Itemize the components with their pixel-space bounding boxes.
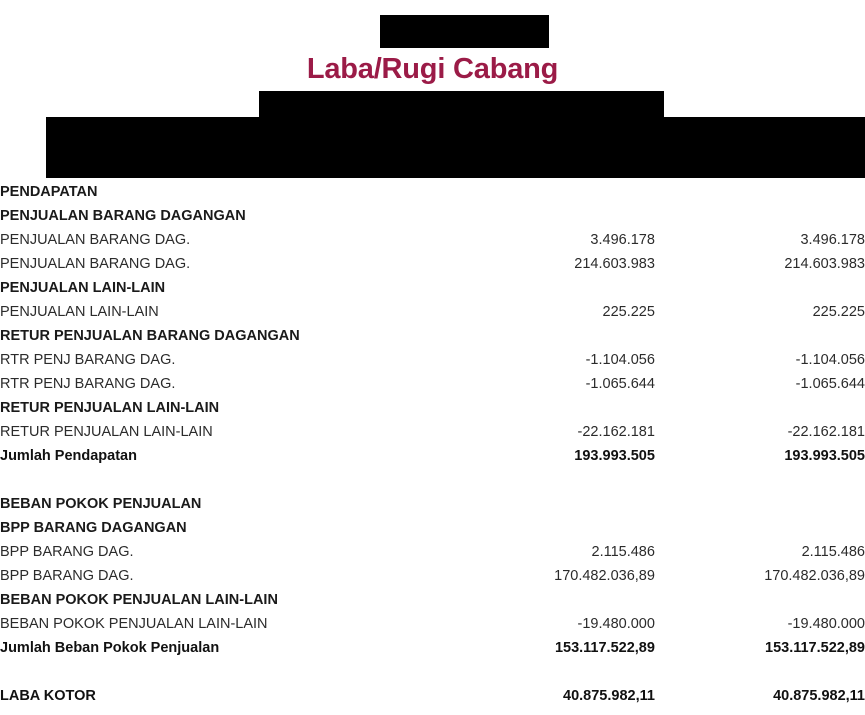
page-title: Laba/Rugi Cabang	[306, 53, 559, 85]
row-label: LABA KOTOR	[0, 688, 96, 704]
row-label: RETUR PENJUALAN LAIN-LAIN	[0, 400, 220, 416]
table-row	[0, 420, 865, 444]
row-amount-1: -1.104.056	[585, 352, 655, 368]
redaction-subtitle	[259, 91, 664, 119]
row-amount-1: 40.875.982,11	[563, 688, 655, 704]
row-amount-1	[445, 588, 655, 612]
row-amount-1: 2.115.486	[591, 544, 655, 560]
profit-loss-table-body	[0, 180, 865, 708]
table-row	[0, 276, 865, 300]
row-amount-2: -19.480.000	[787, 616, 865, 632]
row-amount-2: 214.603.983	[784, 256, 865, 272]
table-total-row	[0, 636, 865, 660]
row-amount-2	[655, 204, 865, 228]
row-label: PENJUALAN LAIN-LAIN	[0, 280, 166, 296]
row-amount-1	[445, 492, 655, 516]
row-amount-1: 214.603.983	[574, 256, 655, 272]
table-row	[0, 348, 865, 372]
row-amount-2	[655, 180, 865, 204]
row-amount-2	[655, 660, 865, 684]
row-amount-2: 2.115.486	[801, 544, 865, 560]
table-spacer-row	[0, 660, 865, 684]
table-row	[0, 252, 865, 276]
table-row	[0, 204, 865, 228]
row-amount-1: 153.117.522,89	[554, 640, 655, 656]
row-amount-1	[445, 660, 655, 684]
row-label: RTR PENJ BARANG DAG.	[0, 376, 176, 392]
report-header	[0, 0, 865, 180]
row-label: PENJUALAN BARANG DAG.	[0, 256, 191, 272]
row-label: BEBAN POKOK PENJUALAN LAIN-LAIN	[0, 616, 268, 632]
profit-loss-table	[0, 180, 865, 708]
row-amount-2: -22.162.181	[787, 424, 865, 440]
row-amount-2	[655, 276, 865, 300]
row-amount-2	[655, 468, 865, 492]
table-row	[0, 540, 865, 564]
row-amount-2: 3.496.178	[800, 232, 865, 248]
table-row	[0, 300, 865, 324]
table-row	[0, 372, 865, 396]
redaction-column-headers	[46, 117, 865, 178]
row-label: PENDAPATAN	[0, 184, 98, 200]
row-amount-1: 225.225	[602, 304, 655, 320]
row-label: PENJUALAN LAIN-LAIN	[0, 304, 159, 320]
row-amount-1	[445, 396, 655, 420]
row-amount-2	[655, 396, 865, 420]
row-amount-1: 193.993.505	[574, 448, 655, 464]
row-amount-2	[655, 324, 865, 348]
table-row	[0, 612, 865, 636]
row-label: PENJUALAN BARANG DAGANGAN	[0, 208, 246, 224]
row-amount-2: 170.482.036,89	[764, 568, 865, 584]
table-row	[0, 324, 865, 348]
row-amount-2: -1.104.056	[795, 352, 865, 368]
table-row	[0, 588, 865, 612]
table-row	[0, 180, 865, 204]
row-amount-1: 3.496.178	[590, 232, 655, 248]
row-amount-1	[445, 276, 655, 300]
row-label: Jumlah Beban Pokok Penjualan	[0, 640, 220, 656]
table-spacer-row	[0, 468, 865, 492]
row-amount-2	[655, 516, 865, 540]
table-row	[0, 564, 865, 588]
table-row	[0, 396, 865, 420]
row-amount-1	[445, 516, 655, 540]
row-label	[0, 468, 445, 492]
row-label: PENJUALAN BARANG DAG.	[0, 232, 191, 248]
row-amount-2: 225.225	[812, 304, 865, 320]
row-label: BPP BARANG DAG.	[0, 544, 134, 560]
row-amount-1: -1.065.644	[585, 376, 655, 392]
row-amount-2: 40.875.982,11	[773, 688, 865, 704]
row-label	[0, 660, 445, 684]
row-label: RTR PENJ BARANG DAG.	[0, 352, 176, 368]
row-label: BEBAN POKOK PENJUALAN LAIN-LAIN	[0, 592, 278, 608]
row-amount-2: -1.065.644	[795, 376, 865, 392]
table-row	[0, 228, 865, 252]
row-amount-1: -19.480.000	[577, 616, 655, 632]
row-label: BEBAN POKOK PENJUALAN	[0, 496, 202, 512]
row-amount-1: -22.162.181	[577, 424, 655, 440]
table-row	[0, 492, 865, 516]
row-amount-2: 193.993.505	[784, 448, 865, 464]
row-amount-1	[445, 468, 655, 492]
row-label: RETUR PENJUALAN LAIN-LAIN	[0, 424, 213, 440]
redaction-company-name	[380, 15, 549, 48]
row-amount-2	[655, 588, 865, 612]
row-amount-1	[445, 324, 655, 348]
row-amount-1	[445, 204, 655, 228]
row-label: RETUR PENJUALAN BARANG DAGANGAN	[0, 328, 300, 344]
table-row	[0, 516, 865, 540]
table-total-row	[0, 684, 865, 708]
row-amount-1	[445, 180, 655, 204]
row-label: BPP BARANG DAGANGAN	[0, 520, 187, 536]
row-label: Jumlah Pendapatan	[0, 448, 137, 464]
row-amount-2: 153.117.522,89	[765, 640, 865, 656]
table-total-row	[0, 444, 865, 468]
row-label: BPP BARANG DAG.	[0, 568, 134, 584]
row-amount-1: 170.482.036,89	[554, 568, 655, 584]
row-amount-2	[655, 492, 865, 516]
